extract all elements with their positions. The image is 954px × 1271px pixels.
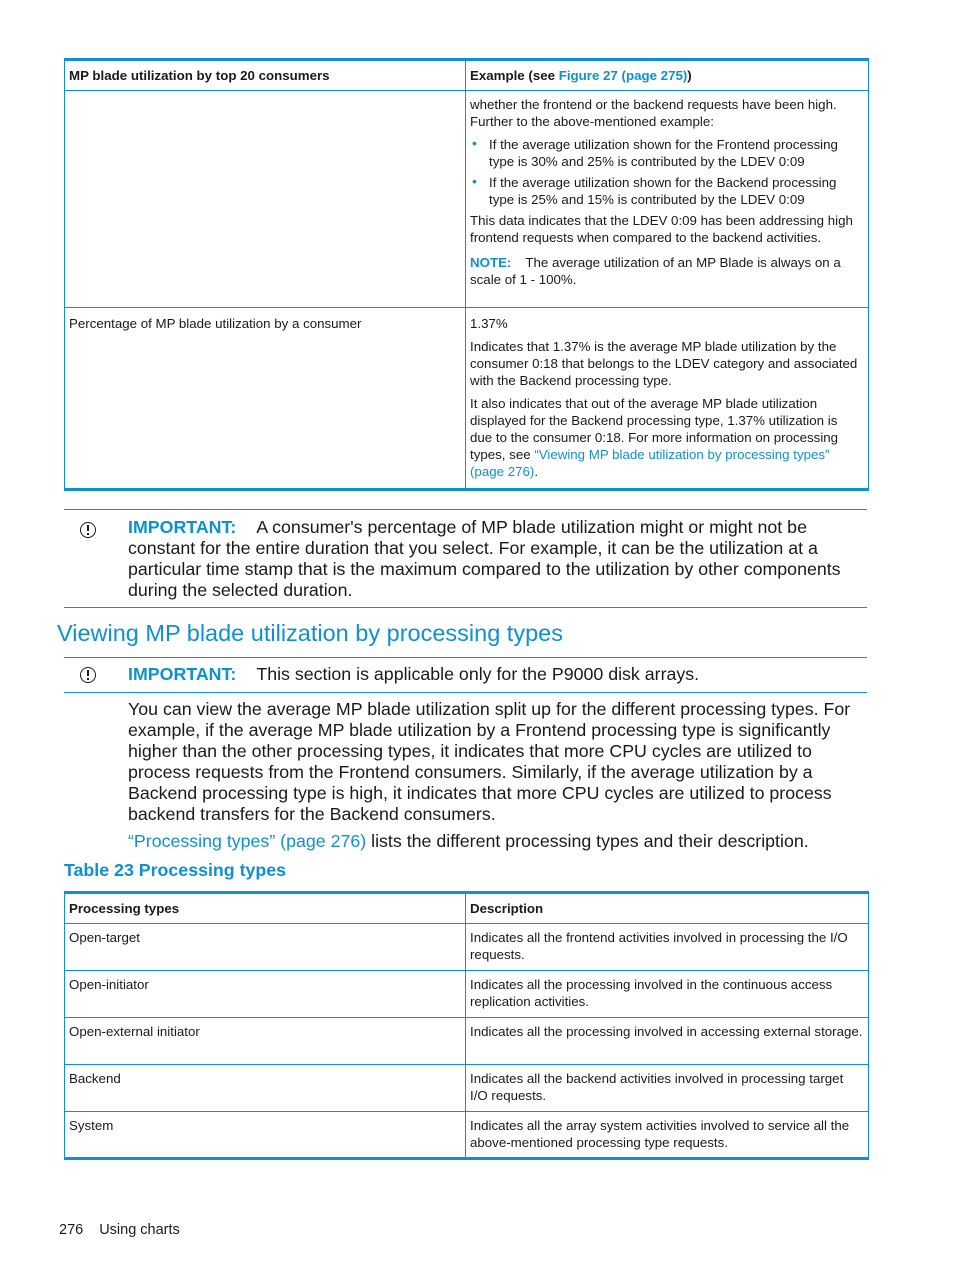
important-icon bbox=[80, 667, 96, 683]
table-row bbox=[65, 91, 869, 308]
example-conclusion: This data indicates that the LDEV 0:09 has been addressing high frontend requests when compared to the backend activities. bbox=[470, 213, 853, 245]
body-paragraph-text: lists the different processing types and their description. bbox=[366, 831, 809, 851]
header-cell-processing-types: Processing types bbox=[65, 893, 466, 924]
important-notice bbox=[64, 657, 867, 693]
percentage-para2-text: It also indicates that out of the average MP blade utilization displayed for the Backend processing type, 1.37% utilization is due to the consumer 0:18. For more information on processing types, see bbox=[470, 396, 839, 462]
table-cell-example bbox=[466, 91, 869, 308]
header-cell-consumers: MP blade utilization by top 20 consumers bbox=[65, 60, 466, 91]
processing-types-table-link[interactable]: “Processing types” (page 276) bbox=[128, 831, 367, 851]
important-text bbox=[128, 517, 867, 601]
table-cell: Indicates all the array system activities involved to service all the above-mentioned processing type requests. bbox=[466, 1112, 869, 1159]
body-paragraph: You can view the average MP blade utilization split up for the different processing types. For example, if the average MP blade utilization by a Frontend processing type is significantly higher than the other processing types, it indicates that more CPU cycles are utilized to process requests from the Frontend consumers. Similarly, if the average utilization by a Backend processing type is high, it indicates that more CPU cycles are utilized to process backend transfers for the Backend consumers. bbox=[128, 699, 851, 824]
table-cell: Indicates all the frontend activities involved in processing the I/O requests. bbox=[466, 924, 869, 971]
important-body: This section is applicable only for the P9000 disk arrays. bbox=[256, 664, 700, 684]
bullet-text: If the average utilization shown for the Frontend processing type is 30% and 25% is contributed by the LDEV 0:09 bbox=[489, 137, 838, 169]
table-row bbox=[65, 1018, 869, 1065]
table-cell: Backend bbox=[65, 1065, 466, 1112]
bullet-text: If the average utilization shown for the Backend processing type is 25% and 15% is contributed by the LDEV 0:09 bbox=[489, 175, 837, 207]
table-caption: Table 23 Processing types bbox=[64, 860, 287, 880]
table-cell: Indicates all the processing involved in the continuous access replication activities. bbox=[466, 971, 869, 1018]
table-header-row bbox=[65, 893, 869, 924]
table-cell: Indicates all the backend activities involved in processing target I/O requests. bbox=[466, 1065, 869, 1112]
percentage-para1: Indicates that 1.37% is the average MP blade utilization by the consumer 0:18 that belongs to the LDEV category and associated with the Backend processing type. bbox=[470, 339, 858, 388]
table-cell: Open-external initiator bbox=[65, 1018, 466, 1065]
table-cell-empty bbox=[65, 91, 466, 308]
important-notice bbox=[64, 509, 867, 608]
bullet-icon: • bbox=[472, 135, 477, 151]
important-body: A consumer's percentage of MP blade utilization might or might not be constant for the entire duration that you select. For example, it can be the utilization at a particular time stamp that is the maximum compared to the utilization by other components during the selected duration. bbox=[128, 517, 841, 600]
section-title: Viewing MP blade utilization by processing types bbox=[57, 620, 563, 646]
header-cell-example bbox=[466, 60, 869, 91]
header-example-suffix: ) bbox=[687, 68, 692, 83]
consumers-table bbox=[64, 58, 869, 491]
important-icon bbox=[80, 522, 96, 538]
table-row bbox=[65, 1065, 869, 1112]
table-cell: Open-initiator bbox=[65, 971, 466, 1018]
important-text bbox=[128, 664, 867, 685]
body-paragraph bbox=[128, 831, 868, 852]
chapter-title: Using charts bbox=[99, 1222, 180, 1238]
note-text: The average utilization of an MP Blade is always on a scale of 1 - 100%. bbox=[470, 255, 841, 287]
page-footer bbox=[59, 1222, 180, 1238]
figure-27-link[interactable]: Figure 27 (page 275) bbox=[558, 68, 688, 83]
table-cell: System bbox=[65, 1112, 466, 1159]
percentage-para2 bbox=[470, 395, 863, 480]
table-cell-percentage-label: Percentage of MP blade utilization by a consumer bbox=[65, 308, 466, 490]
processing-types-table bbox=[64, 891, 869, 1160]
page-number: 276 bbox=[59, 1222, 84, 1238]
percentage-value: 1.37% bbox=[470, 316, 508, 331]
example-intro: whether the frontend or the backend requests have been high. Further to the above-mentioned example: bbox=[470, 97, 837, 129]
table-row bbox=[65, 924, 869, 971]
percentage-para2-suffix: . bbox=[534, 464, 539, 479]
table-cell-percentage-example bbox=[466, 308, 869, 490]
processing-types-section-link[interactable]: “Viewing MP blade utilization by processing types” (page 276) bbox=[470, 447, 830, 479]
bullet-icon: • bbox=[472, 173, 477, 189]
table-row bbox=[65, 1112, 869, 1159]
table-row bbox=[65, 308, 869, 490]
table-row bbox=[65, 971, 869, 1018]
table-cell: Open-target bbox=[65, 924, 466, 971]
important-label: IMPORTANT: bbox=[128, 517, 237, 537]
important-label: IMPORTANT: bbox=[128, 664, 237, 684]
table-cell: Indicates all the processing involved in accessing external storage. bbox=[466, 1018, 869, 1065]
note bbox=[470, 254, 863, 288]
table-header-row bbox=[65, 60, 869, 91]
header-example-prefix: Example (see bbox=[470, 68, 559, 83]
header-cell-description: Description bbox=[466, 893, 869, 924]
list-item bbox=[470, 136, 863, 170]
note-label: NOTE: bbox=[470, 255, 512, 270]
list-item bbox=[470, 174, 863, 208]
